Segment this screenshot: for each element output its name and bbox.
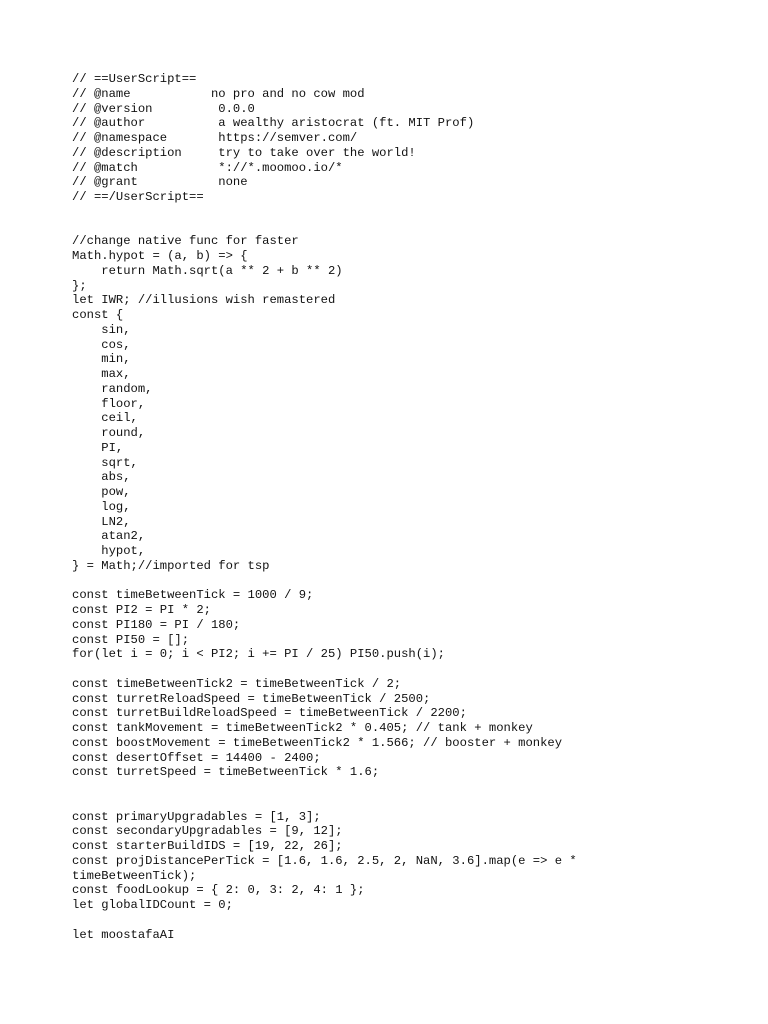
code-line: PI, — [72, 440, 124, 455]
code-line: for(let i = 0; i < PI2; i += PI / 25) PI50.push(i); — [72, 647, 445, 662]
code-line: timeBetweenTick); — [72, 868, 197, 883]
code-line: const desertOffset = 14400 - 2400; — [72, 750, 321, 765]
code-line: // @namespace https://semver.com/ — [72, 131, 358, 145]
code-line: const { — [72, 308, 124, 322]
code-line: const PI50 = []; — [72, 632, 190, 647]
code-line: const turretBuildReloadSpeed = timeBetweenTick / 2200; — [72, 706, 467, 721]
code-line: sqrt, — [72, 455, 138, 470]
code-line: abs, — [72, 470, 131, 485]
code-line: const secondaryUpgradables = [9, 12]; — [72, 824, 343, 839]
code-line: // ==UserScript== — [72, 72, 197, 86]
code-line — [72, 574, 732, 589]
code-line: sin, — [72, 322, 131, 337]
code-line: const turretReloadSpeed = timeBetweenTick / 2500; — [72, 691, 431, 706]
code-line: log, — [72, 499, 131, 514]
code-line: pow, — [72, 485, 131, 499]
code-line: // @author a wealthy aristocrat (ft. MIT Prof) — [72, 116, 475, 131]
code-line: return Math.sqrt(a ** 2 + b ** 2) — [72, 263, 343, 278]
code-line: min, — [72, 352, 131, 367]
code-line: cos, — [72, 337, 131, 352]
code-line — [72, 913, 732, 928]
code-line: const timeBetweenTick2 = timeBetweenTick / 2; — [72, 676, 402, 691]
code-line: floor, — [72, 396, 146, 411]
code-line: // @description try to take over the world! — [72, 145, 416, 160]
code-line: let moostafaAI — [72, 927, 175, 942]
code-line: // @match *://*.moomoo.io/* — [72, 160, 343, 175]
code-line: random, — [72, 381, 153, 396]
code-line — [72, 795, 732, 810]
code-line: const turretSpeed = timeBetweenTick * 1.6; — [72, 765, 380, 780]
code-line: hypot, — [72, 544, 146, 558]
code-line — [72, 220, 732, 235]
code-line: ceil, — [72, 411, 138, 426]
code-line: } = Math;//imported for tsp — [72, 558, 270, 573]
code-listing — [72, 72, 732, 942]
code-line — [72, 662, 732, 677]
code-line: }; — [72, 278, 87, 293]
code-line: atan2, — [72, 529, 146, 544]
code-line: const boostMovement = timeBetweenTick2 * 1.566; // booster + monkey — [72, 735, 563, 750]
code-line: round, — [72, 426, 146, 440]
code-line: const tankMovement = timeBetweenTick2 * 0.405; // tank + monkey — [72, 721, 533, 735]
code-line: LN2, — [72, 514, 131, 529]
code-line: const projDistancePerTick = [1.6, 1.6, 2.5, 2, NaN, 3.6].map(e => e * — [72, 853, 577, 868]
code-line: //change native func for faster — [72, 234, 299, 249]
code-line — [72, 780, 732, 795]
code-line: // @name no pro and no cow mod — [72, 86, 365, 101]
code-line: const PI2 = PI * 2; — [72, 603, 211, 617]
code-line: // @version 0.0.0 — [72, 101, 255, 116]
code-line: const timeBetweenTick = 1000 / 9; — [72, 588, 314, 603]
code-line — [72, 205, 732, 220]
code-line: let globalIDCount = 0; — [72, 898, 233, 912]
code-line: Math.hypot = (a, b) => { — [72, 249, 248, 263]
code-line: const foodLookup = { 2: 0, 3: 2, 4: 1 }; — [72, 883, 365, 898]
code-line: // @grant none — [72, 175, 248, 190]
code-line: const starterBuildIDS = [19, 22, 26]; — [72, 839, 343, 853]
code-line: // ==/UserScript== — [72, 190, 204, 204]
code-line: const primaryUpgradables = [1, 3]; — [72, 809, 321, 824]
code-line: max, — [72, 367, 131, 381]
code-line: const PI180 = PI / 180; — [72, 617, 241, 632]
code-line: let IWR; //illusions wish remastered — [72, 293, 336, 308]
